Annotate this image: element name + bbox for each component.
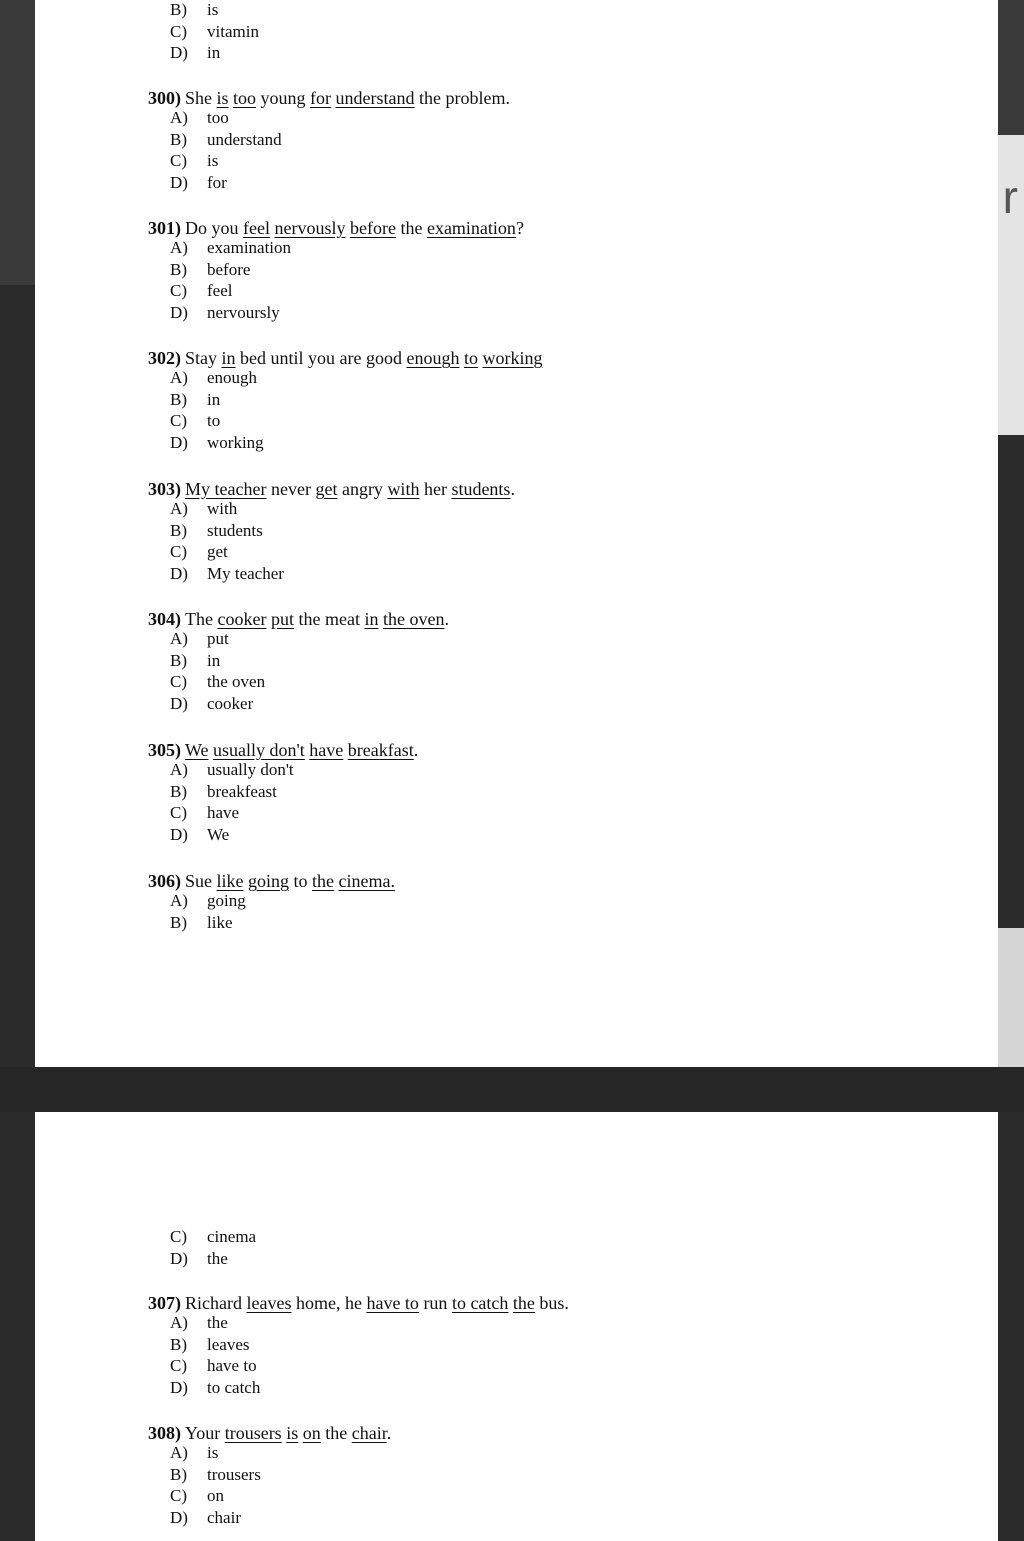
underlined-segment: have to: [366, 1293, 419, 1313]
answer-option: [170, 173, 227, 193]
option-letter: D): [170, 43, 188, 62]
question-sentence: [148, 1422, 391, 1444]
question-number: 303): [148, 479, 181, 499]
option-text: have: [207, 803, 240, 822]
question-number: 306): [148, 871, 181, 891]
option-text: enough: [207, 368, 258, 387]
option-text: too: [207, 108, 229, 127]
answer-option: [170, 521, 263, 541]
option-letter: C): [170, 542, 187, 561]
option-text: understand: [207, 130, 282, 149]
sentence-segment: Sue: [185, 871, 217, 891]
answer-option: [170, 803, 239, 823]
underlined-segment: before: [349, 218, 396, 238]
answer-option: [170, 694, 253, 714]
option-text: cinema: [207, 1227, 257, 1246]
underlined-segment: My teacher: [185, 479, 267, 499]
option-text: like: [207, 913, 233, 932]
question-number: 300): [148, 88, 181, 108]
sentence-segment: Do you: [185, 218, 243, 238]
underlined-segment: like: [216, 871, 244, 891]
option-letter: B): [170, 913, 187, 932]
option-letter: C): [170, 1227, 187, 1246]
underlined-segment: is: [216, 88, 229, 108]
option-text: in: [207, 651, 221, 670]
answer-option: [170, 1465, 261, 1485]
answer-option: [170, 542, 228, 562]
underlined-segment: usually don't: [213, 740, 305, 760]
option-letter: D): [170, 1508, 188, 1527]
answer-option: [170, 1508, 241, 1528]
underlined-segment: cooker: [217, 609, 267, 629]
underlined-segment: leaves: [246, 1293, 292, 1313]
answer-option: [170, 368, 257, 388]
option-letter: C): [170, 803, 187, 822]
option-letter: C): [170, 411, 187, 430]
underlined-segment: enough: [406, 348, 460, 368]
sentence-segment: young: [256, 88, 311, 108]
option-letter: A): [170, 891, 188, 910]
option-letter: C): [170, 22, 187, 41]
answer-option: [170, 1356, 257, 1376]
underlined-segment: going: [248, 871, 290, 891]
underlined-segment: have: [309, 740, 344, 760]
sentence-segment: ?: [515, 218, 524, 238]
answer-option: [170, 782, 277, 802]
option-letter: D): [170, 433, 188, 452]
answer-option: [170, 108, 229, 128]
option-letter: B): [170, 0, 187, 19]
option-letter: B): [170, 260, 187, 279]
option-text: get: [207, 542, 228, 561]
option-text: the: [207, 1249, 228, 1268]
option-text: before: [207, 260, 251, 279]
option-letter: B): [170, 521, 187, 540]
answer-option: [170, 651, 220, 671]
sentence-segment: to: [289, 871, 313, 891]
option-text: in: [207, 390, 221, 409]
option-text: leaves: [207, 1335, 250, 1354]
question-sentence: [148, 1292, 569, 1314]
sentence-segment: .: [510, 479, 515, 499]
answer-option: [170, 499, 237, 519]
question-number: 301): [148, 218, 181, 238]
option-text: is: [207, 0, 219, 19]
sentence-segment: .: [413, 740, 419, 760]
answer-option: [170, 1443, 218, 1463]
page-separator: [0, 1067, 1024, 1112]
question-sentence: [148, 478, 515, 500]
option-text: to: [207, 411, 221, 430]
option-text: have to: [207, 1356, 257, 1375]
underlined-segment: for: [310, 88, 332, 108]
answer-option: [170, 22, 259, 42]
sentence-segment: angry: [337, 479, 388, 499]
sentence-segment: the problem.: [414, 88, 510, 108]
option-text: the oven: [207, 672, 266, 691]
underlined-segment: too: [233, 88, 257, 108]
question-sentence: [148, 870, 395, 892]
underlined-segment: with: [387, 479, 420, 499]
option-letter: D): [170, 303, 188, 322]
option-letter: B): [170, 1465, 187, 1484]
answer-option: [170, 1335, 249, 1355]
side-panel-glyph: r: [1002, 171, 1018, 223]
option-letter: A): [170, 238, 188, 257]
option-text: students: [207, 521, 263, 540]
option-text: is: [207, 1443, 219, 1462]
answer-option: [170, 0, 218, 20]
question-number: 308): [148, 1423, 181, 1443]
option-letter: A): [170, 1313, 188, 1332]
option-letter: A): [170, 368, 188, 387]
answer-option: [170, 825, 229, 845]
answer-option: [170, 1313, 228, 1333]
sentence-segment: bus.: [534, 1293, 569, 1313]
answer-option: [170, 238, 291, 258]
sentence-segment: Richard: [185, 1293, 247, 1313]
option-letter: D): [170, 1249, 188, 1268]
sentence-segment: .: [386, 1423, 392, 1443]
underlined-segment: nervously: [274, 218, 346, 238]
option-text: in: [207, 43, 221, 62]
question-sentence: [148, 608, 449, 630]
answer-option: [170, 130, 282, 150]
underlined-segment: in: [221, 348, 236, 368]
option-text: with: [207, 499, 238, 518]
answer-option: [170, 891, 246, 911]
answer-option: [170, 43, 220, 63]
question-sentence: [148, 739, 418, 761]
option-text: breakfeast: [207, 782, 277, 801]
sentence-segment: never: [266, 479, 316, 499]
question-sentence: [148, 347, 543, 369]
option-letter: C): [170, 281, 187, 300]
answer-option: [170, 1227, 256, 1247]
sentence-segment: .: [444, 609, 449, 629]
answer-option: [170, 629, 229, 649]
underlined-segment: trousers: [224, 1423, 282, 1443]
underlined-segment: the oven: [382, 609, 445, 629]
option-letter: D): [170, 1378, 188, 1397]
underlined-segment: get: [315, 479, 338, 499]
option-letter: B): [170, 1335, 187, 1354]
option-letter: B): [170, 782, 187, 801]
option-text: My teacher: [207, 564, 284, 583]
sentence-segment: Stay: [185, 348, 222, 368]
option-text: trousers: [207, 1465, 261, 1484]
sentence-segment: her: [419, 479, 452, 499]
option-text: vitamin: [207, 22, 259, 41]
underlined-segment: the: [312, 871, 335, 891]
answer-option: [170, 433, 264, 453]
option-letter: B): [170, 651, 187, 670]
sentence-segment: home, he: [291, 1293, 367, 1313]
question-number: 307): [148, 1293, 181, 1313]
underlined-segment: understand: [335, 88, 415, 108]
underlined-segment: working: [482, 348, 543, 368]
question-number: 302): [148, 348, 181, 368]
option-text: examination: [207, 238, 292, 257]
answer-option: [170, 411, 220, 431]
option-letter: D): [170, 694, 188, 713]
answer-option: [170, 913, 233, 933]
answer-option: [170, 1249, 228, 1269]
option-text: on: [207, 1486, 224, 1505]
question-sentence: [148, 217, 524, 239]
underlined-segment: on: [302, 1423, 321, 1443]
answer-option: [170, 564, 284, 584]
option-letter: B): [170, 390, 187, 409]
answer-option: [170, 760, 294, 780]
option-text: the: [207, 1313, 228, 1332]
underlined-segment: put: [270, 609, 294, 629]
option-text: working: [207, 433, 264, 452]
underlined-segment: breakfast: [347, 740, 414, 760]
option-text: to catch: [207, 1378, 261, 1397]
option-text: usually don't: [207, 760, 294, 779]
question-number: 305): [148, 740, 181, 760]
answer-option: [170, 1378, 260, 1398]
underlined-segment: students: [451, 479, 511, 499]
option-letter: C): [170, 151, 187, 170]
option-letter: A): [170, 499, 188, 518]
underlined-segment: the: [512, 1293, 535, 1313]
scrollbar-thumb[interactable]: [998, 928, 1024, 1088]
answer-option: [170, 1486, 224, 1506]
underlined-segment: feel: [243, 218, 270, 238]
underlined-segment: to catch: [451, 1293, 509, 1313]
answer-option: [170, 672, 265, 692]
option-letter: A): [170, 108, 188, 127]
sentence-segment: the: [395, 218, 427, 238]
option-letter: A): [170, 760, 188, 779]
option-text: for: [207, 173, 227, 192]
sentence-segment: The: [185, 609, 218, 629]
option-text: nervoursly: [207, 303, 280, 322]
option-letter: C): [170, 672, 187, 691]
option-letter: A): [170, 629, 188, 648]
sentence-segment: She: [185, 88, 217, 108]
option-letter: D): [170, 564, 188, 583]
answer-option: [170, 151, 218, 171]
option-letter: D): [170, 825, 188, 844]
option-text: put: [207, 629, 229, 648]
option-letter: C): [170, 1356, 187, 1375]
answer-option: [170, 303, 280, 323]
option-text: We: [207, 825, 230, 844]
answer-option: [170, 390, 220, 410]
option-letter: D): [170, 173, 188, 192]
option-text: is: [207, 151, 219, 170]
sentence-segment: the: [320, 1423, 352, 1443]
sentence-segment: the meat: [293, 609, 365, 629]
sentence-segment: bed until you are good: [235, 348, 407, 368]
question-number: 304): [148, 609, 181, 629]
question-sentence: [148, 87, 510, 109]
sentence-segment: run: [418, 1293, 452, 1313]
option-letter: A): [170, 1443, 188, 1462]
option-text: cooker: [207, 694, 254, 713]
option-letter: B): [170, 130, 187, 149]
underlined-segment: to: [464, 348, 479, 368]
answer-option: [170, 281, 232, 301]
option-text: going: [207, 891, 246, 910]
underlined-segment: chair: [351, 1423, 387, 1443]
sentence-segment: Your: [185, 1423, 225, 1443]
option-text: chair: [207, 1508, 241, 1527]
underlined-segment: cinema.: [338, 871, 396, 891]
underlined-segment: We: [185, 740, 209, 760]
option-letter: C): [170, 1486, 187, 1505]
underlined-segment: in: [364, 609, 379, 629]
answer-option: [170, 260, 250, 280]
option-text: feel: [207, 281, 233, 300]
underlined-segment: is: [286, 1423, 299, 1443]
underlined-segment: examination: [426, 218, 516, 238]
